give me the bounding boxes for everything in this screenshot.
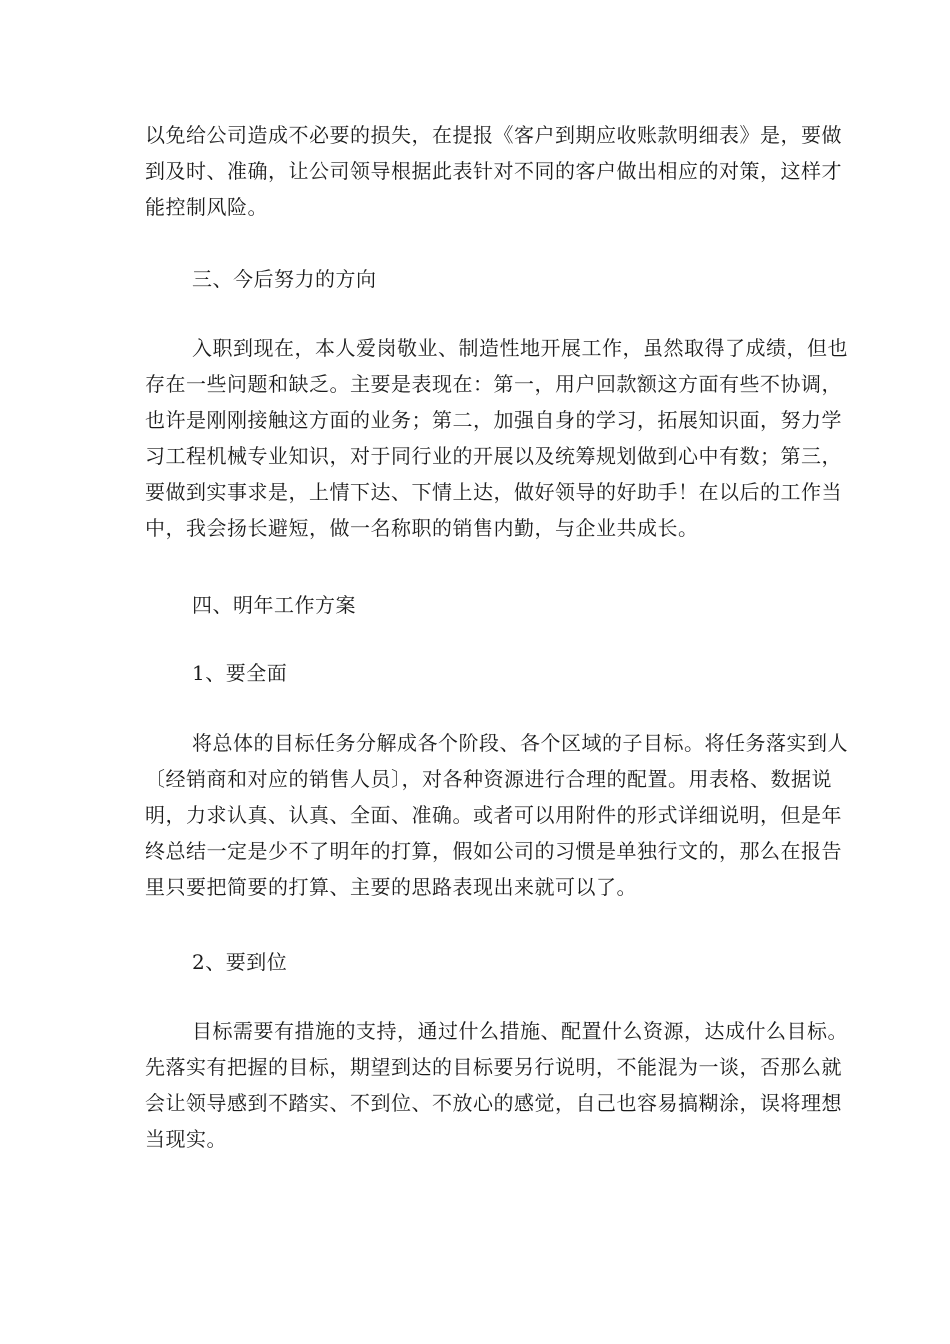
- text-line: 先落实有把握的目标，期望到达的目标要另行说明，不能混为一谈，否那么就: [145, 1055, 842, 1079]
- text-line: 习工程机械专业知识，对于同行业的开展以及统筹规划做到心中有数；第三，: [145, 444, 842, 468]
- text-line: 〔经销商和对应的销售人员〕，对各种资源进行合理的配置。用表格、数据说: [145, 767, 832, 791]
- text-line: 将总体的目标任务分解成各个阶段、各个区域的子目标。将任务落实到人: [192, 731, 848, 755]
- text-line: 终总结一定是少不了明年的打算，假如公司的习惯是单独行文的，那么在报告: [145, 839, 842, 863]
- text-line: 会让领导感到不踏实、不到位、不放心的感觉，自己也容易搞糊涂，误将理想: [145, 1091, 842, 1115]
- paragraph-continuation: [145, 117, 842, 225]
- paragraph-in-place: [145, 1013, 848, 1157]
- text-line: 入职到现在，本人爱岗敬业、制造性地开展工作，虽然取得了成绩，但也: [192, 336, 848, 360]
- text-line: 存在一些问题和缺乏。主要是表现在：第一，用户回款额这方面有些不协调，: [145, 372, 842, 396]
- paragraph-comprehensive: [145, 725, 848, 905]
- text-line: 要做到实事求是，上情下达、下情上达，做好领导的好助手！在以后的工作当: [145, 480, 842, 504]
- text-line: 中，我会扬长避短，做一名称职的销售内勤，与企业共成长。: [145, 516, 699, 540]
- paragraph-self-review: [145, 330, 848, 546]
- text-line: 当现实。: [145, 1127, 227, 1151]
- subheading-comprehensive: 1、要全面: [192, 661, 288, 685]
- text-line: 里只要把简要的打算、主要的思路表现出来就可以了。: [145, 875, 637, 899]
- text-line: 到及时、准确，让公司领导根据此表针对不同的客户做出相应的对策，这样才: [145, 159, 842, 183]
- text-line: 也许是刚刚接触这方面的业务；第二，加强自身的学习，拓展知识面，努力学: [145, 408, 842, 432]
- text-line: 以免给公司造成不必要的损失，在提报《客户到期应收账款明细表》是，要做: [145, 123, 842, 147]
- section-heading-future-direction: 三、今后努力的方向: [192, 267, 377, 291]
- text-line: 能控制风险。: [145, 195, 268, 219]
- subheading-in-place: 2、要到位: [192, 950, 288, 974]
- text-line: 目标需要有措施的支持，通过什么措施、配置什么资源，达成什么目标。: [192, 1019, 848, 1043]
- text-line: 明，力求认真、认真、全面、准确。或者可以用附件的形式详细说明，但是年: [145, 803, 842, 827]
- section-heading-next-year-plan: 四、明年工作方案: [192, 593, 356, 617]
